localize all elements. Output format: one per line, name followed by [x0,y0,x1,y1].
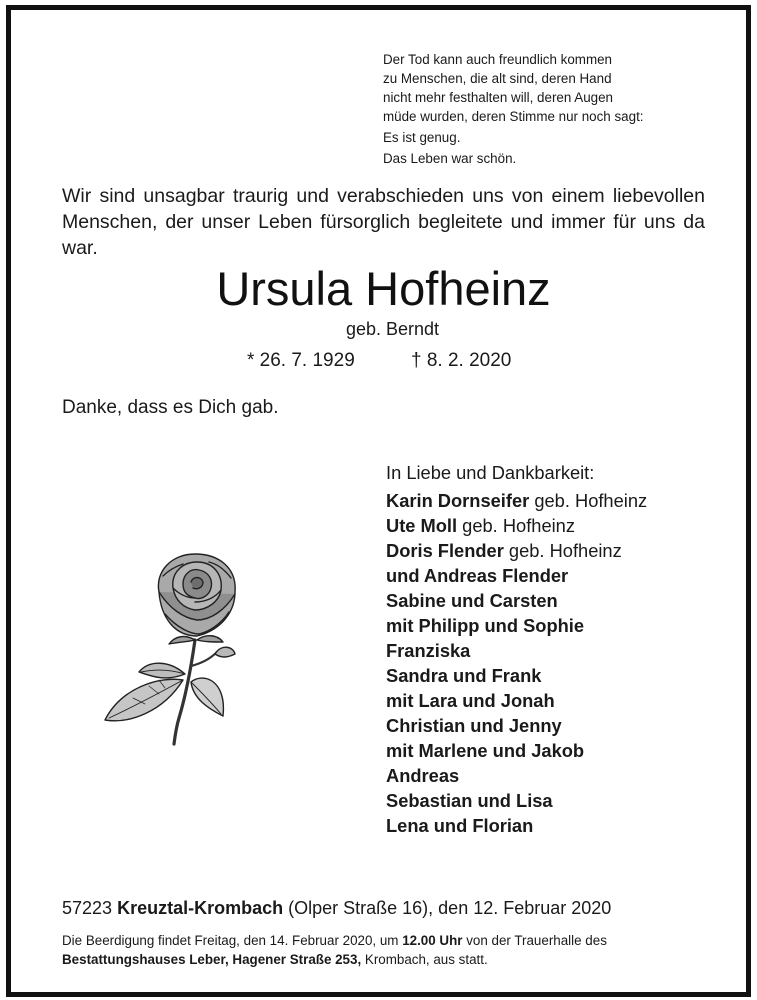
mourners-list [386,460,726,838]
mourner-line [386,813,726,838]
mourner-line [386,513,726,538]
mourner-line [386,538,726,563]
mourner-line [386,713,726,738]
zip-code: 57223 [62,898,113,918]
mourner-name: mit Marlene und Jakob [386,740,585,761]
poem-line: Der Tod kann auch freundlich kommen [383,52,613,67]
mourner-line [386,588,726,613]
poem-line: Das Leben war schön. [383,151,517,166]
maiden-name: geb. Berndt [345,319,440,339]
mourner-suffix: geb. Hofheinz [503,540,622,561]
mourners-intro: In Liebe und Dankbarkeit: [386,462,595,483]
mourner-name: und Andreas Flender [386,565,569,586]
thanks-line: Danke, dass es Dich gab. [62,397,279,418]
poem-line: müde wurden, deren Stimme nur noch sagt: [383,109,644,124]
mourner-line [386,788,726,813]
poem [383,50,723,168]
mourner-name: Sandra und Frank [386,665,542,686]
mourner-line [386,688,726,713]
deceased-name: Ursula Hofheinz [216,262,551,315]
funeral-text-1: Die Beerdigung findet Freitag, den 14. Februar 2020, um [62,933,403,948]
mourner-name: Karin Dornseifer [386,490,530,511]
mourner-line [386,488,726,513]
mourner-suffix: geb. Hofheinz [529,490,648,511]
poem-line: zu Menschen, die alt sind, deren Hand [383,71,612,86]
funeral-notice [62,931,722,969]
mourner-name: Andreas [386,765,460,786]
birth-date: * 26. 7. 1929 [247,350,355,371]
mourner-name: Franziska [386,640,471,661]
funeral-time: 12.00 Uhr [402,933,463,948]
intro-text: Wir sind unsagbar traurig und verabschieden uns von einem liebevollen Menschen, der unser Leben fürsorglich begleitete und immer für uns da war. [62,185,705,259]
poem-line: nicht mehr festhalten will, deren Augen [383,90,614,105]
mourner-name: Ute Moll [386,515,458,536]
mourner-line [386,663,726,688]
death-date: † 8. 2. 2020 [411,350,512,371]
mourner-name: mit Lara und Jonah [386,690,555,711]
mourner-name: Christian und Jenny [386,715,562,736]
rose-icon [99,548,259,748]
mourner-name: Sabine und Carsten [386,590,558,611]
mourner-line [386,638,726,663]
mourner-name: Doris Flender [386,540,504,561]
funeral-text-3: Krombach, aus statt. [361,952,488,967]
mourner-line [386,563,726,588]
mourner-line [386,613,726,638]
mourner-line [386,738,726,763]
mourner-name: Lena und Florian [386,815,534,836]
mourner-line [386,763,726,788]
funeral-text-2: von der Trauerhalle des [462,933,607,948]
city: Kreuztal-Krombach [117,898,284,918]
address-date: (Olper Straße 16), den 12. Februar 2020 [288,898,612,918]
mourner-name: mit Philipp und Sophie [386,615,585,636]
place-date-line [62,896,611,920]
obituary-frame [6,5,751,997]
mourner-name: Sebastian und Lisa [386,790,553,811]
mourner-suffix: geb. Hofheinz [457,515,575,536]
funeral-venue: Bestattungshauses Leber, Hagener Straße 253, [62,952,362,967]
poem-line: Es ist genug. [383,130,461,145]
